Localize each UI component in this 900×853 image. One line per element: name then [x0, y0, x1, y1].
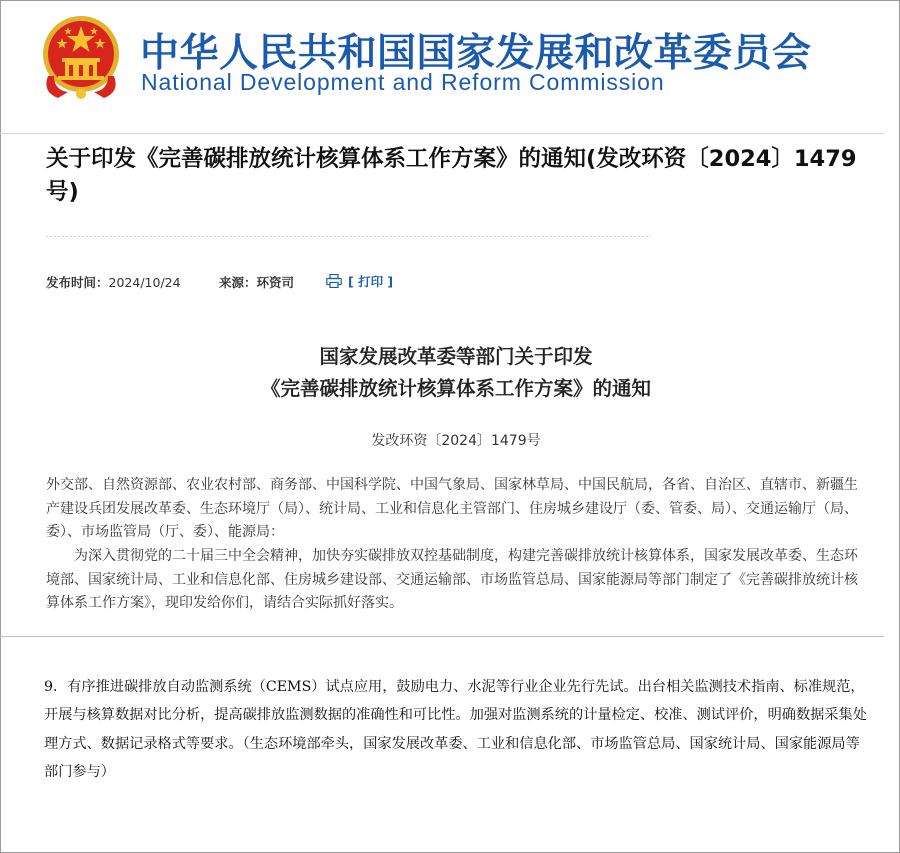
- body-paragraph: 为深入贯彻党的二十届三中全会精神，加快夯实碳排放双控基础制度，构建完善碳排放统计核算体系，国家发展改革委、生态环境部、国家统计局、工业和信息化部、住房城乡建设部、交通运输部、市场监管总局、国家能源局等部门制定了《完善碳排放统计核算体系工作方案》，现印发给你们，请结合实际抓好落实。: [46, 548, 858, 611]
- document-number: 发改环资〔2024〕1479号: [371, 433, 541, 449]
- publish-date: [46, 273, 181, 291]
- excerpt-item-9: 9．有序推进碳排放自动监测系统（CEMS）试点应用，鼓励电力、水泥等行业企业先行先试。出台相关监测技术指南、标准规范，开展与核算数据对比分析，提高碳排放监测数据的准确性和可比性。加强对监测系统的计量检定、校准、测试评价，明确数据采集处理方式、数据记录格式等要求。（生态环境部牵头，国家发展改革委、工业和信息化部、市场监管总局、国家统计局、国家能源局等部门参与）: [44, 679, 867, 780]
- source-label: 来源：: [219, 275, 257, 290]
- print-button[interactable]: [326, 272, 393, 290]
- recipients-paragraph: 外交部、自然资源部、农业农村部、商务部、中国科学院、中国气象局、国家林草局、中国民航局，各省、自治区、直辖市、新疆生产建设兵团发展改革委、生态环境厅（局）、统计局、工业和信息化主管部门、住房城乡建设厅（委、管委、局）、交通运输厅（局、委）、市场监管局（厅、委）、能源局：: [46, 477, 858, 540]
- print-label: [ 打印 ]: [348, 274, 394, 289]
- document-heading-line1: 国家发展改革委等部门关于印发: [319, 345, 593, 368]
- excerpt-divider: [0, 636, 884, 637]
- article-title: 关于印发《完善碳排放统计核算体系工作方案》的通知(发改环资〔2024〕1479号): [46, 146, 857, 205]
- national-emblem-icon: [40, 14, 122, 102]
- document-heading-line2: 《完善碳排放统计核算体系工作方案》的通知: [260, 377, 651, 400]
- org-name-cn: 中华人民共和国国家发展和改革委员会: [140, 31, 812, 76]
- org-name-en: National Development and Reform Commission: [141, 69, 665, 95]
- header-divider: [0, 133, 884, 134]
- source-value: 环资司: [256, 275, 295, 290]
- source: [219, 273, 294, 291]
- title-divider: [46, 236, 651, 237]
- publish-date-label: 发布时间：: [46, 275, 109, 290]
- publish-date-value: 2024/10/24: [108, 275, 181, 290]
- printer-icon: [326, 274, 342, 288]
